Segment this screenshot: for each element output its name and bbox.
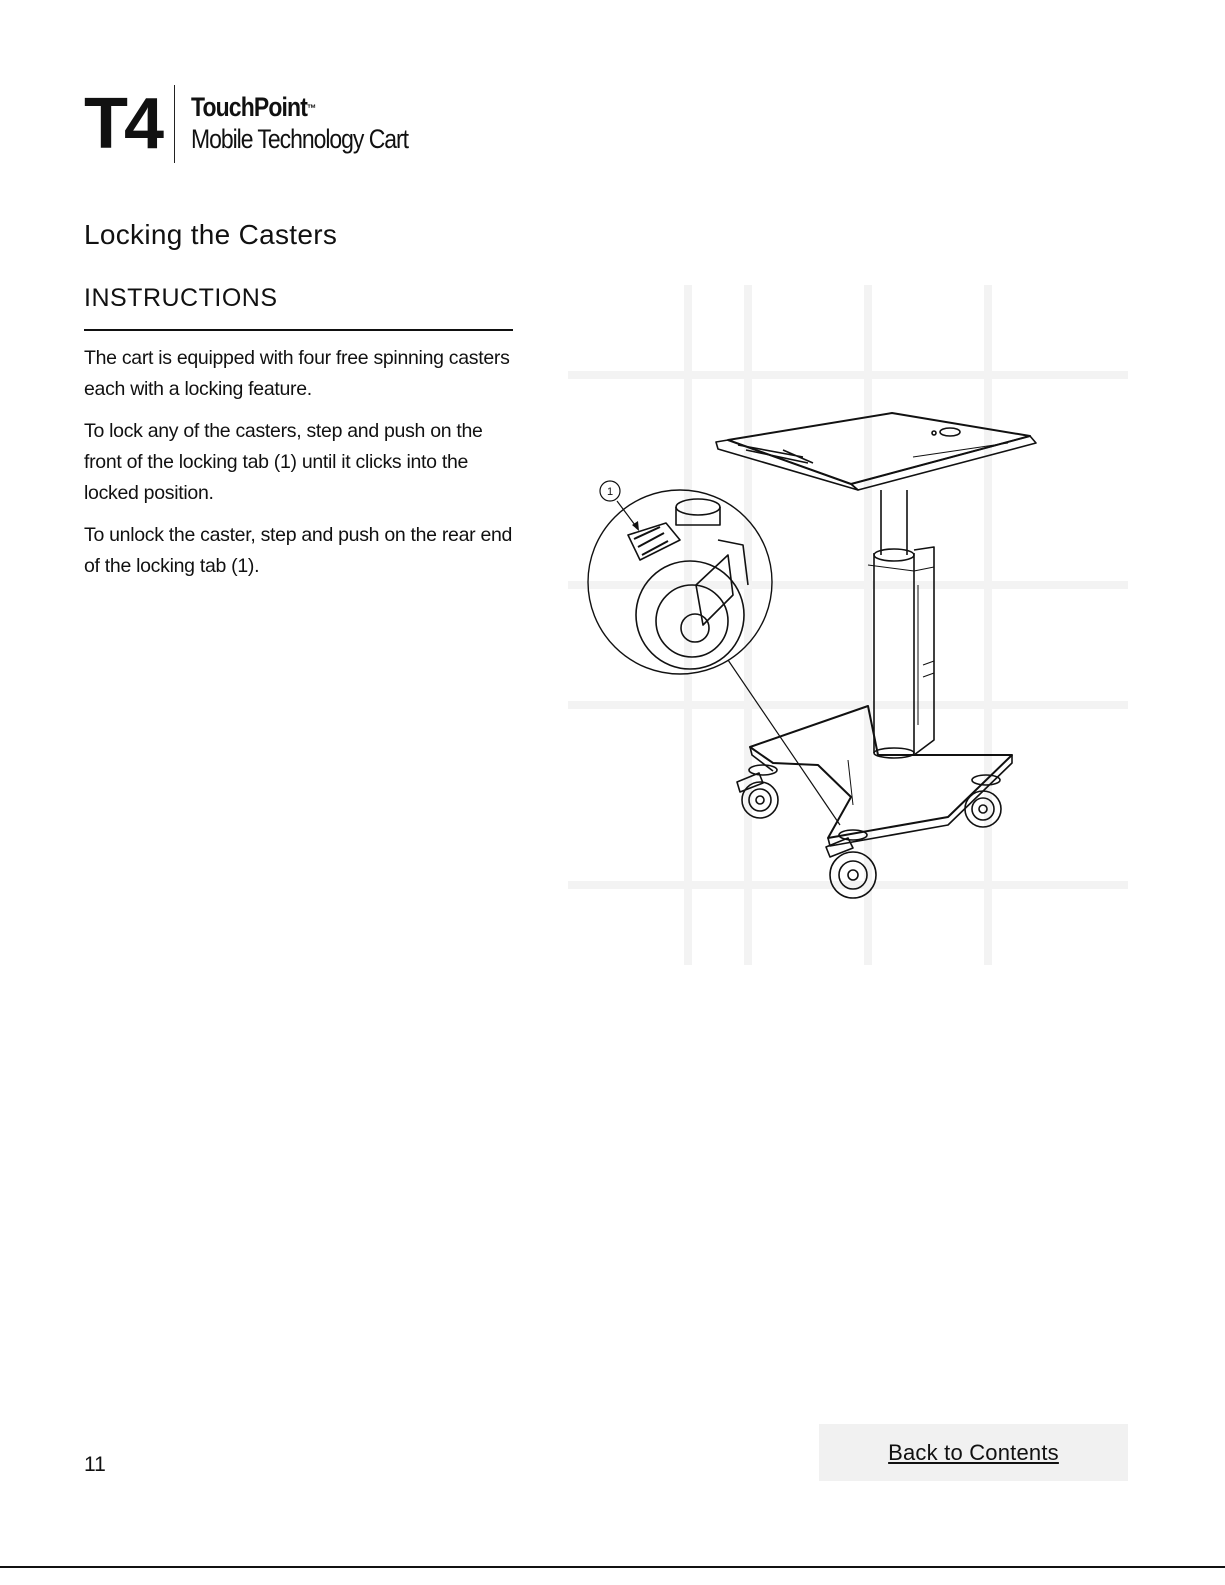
product-name <box>191 92 408 122</box>
callout-1-label: 1 <box>606 486 614 498</box>
brand-mark: T4 <box>84 84 161 164</box>
trademark-symbol: ™ <box>307 103 316 115</box>
instruction-paragraph: The cart is equipped with four free spinning casters each with a locking feature. <box>84 347 510 400</box>
section-heading: INSTRUCTIONS <box>84 284 278 312</box>
column <box>868 490 934 758</box>
brand-text <box>191 92 446 156</box>
page-title: Locking the Casters <box>84 219 338 250</box>
instruction-paragraph: To unlock the caster, step and push on the rear end of the locking tab (1). <box>84 524 513 577</box>
product-name-text: TouchPoint <box>191 92 308 122</box>
back-to-contents-link[interactable]: Back to Contents <box>888 1439 1059 1465</box>
instructions-body <box>84 343 514 593</box>
instruction-paragraph: To lock any of the casters, step and push on the front of the locking tab (1) until it clicks into the locked position. <box>84 420 483 504</box>
base <box>750 706 1012 846</box>
background-grid <box>568 285 1128 965</box>
caster-rear-left <box>737 765 778 818</box>
brand-divider <box>174 85 175 163</box>
cart-illustration <box>568 285 1128 965</box>
bottom-rule <box>0 1566 1225 1568</box>
page-number: 11 <box>84 1453 106 1476</box>
product-subtitle: Mobile Technology Cart <box>191 124 409 154</box>
callout-1 <box>600 481 639 531</box>
brand-header <box>84 84 446 164</box>
back-to-contents-box[interactable] <box>819 1424 1128 1481</box>
section-divider <box>84 329 513 331</box>
